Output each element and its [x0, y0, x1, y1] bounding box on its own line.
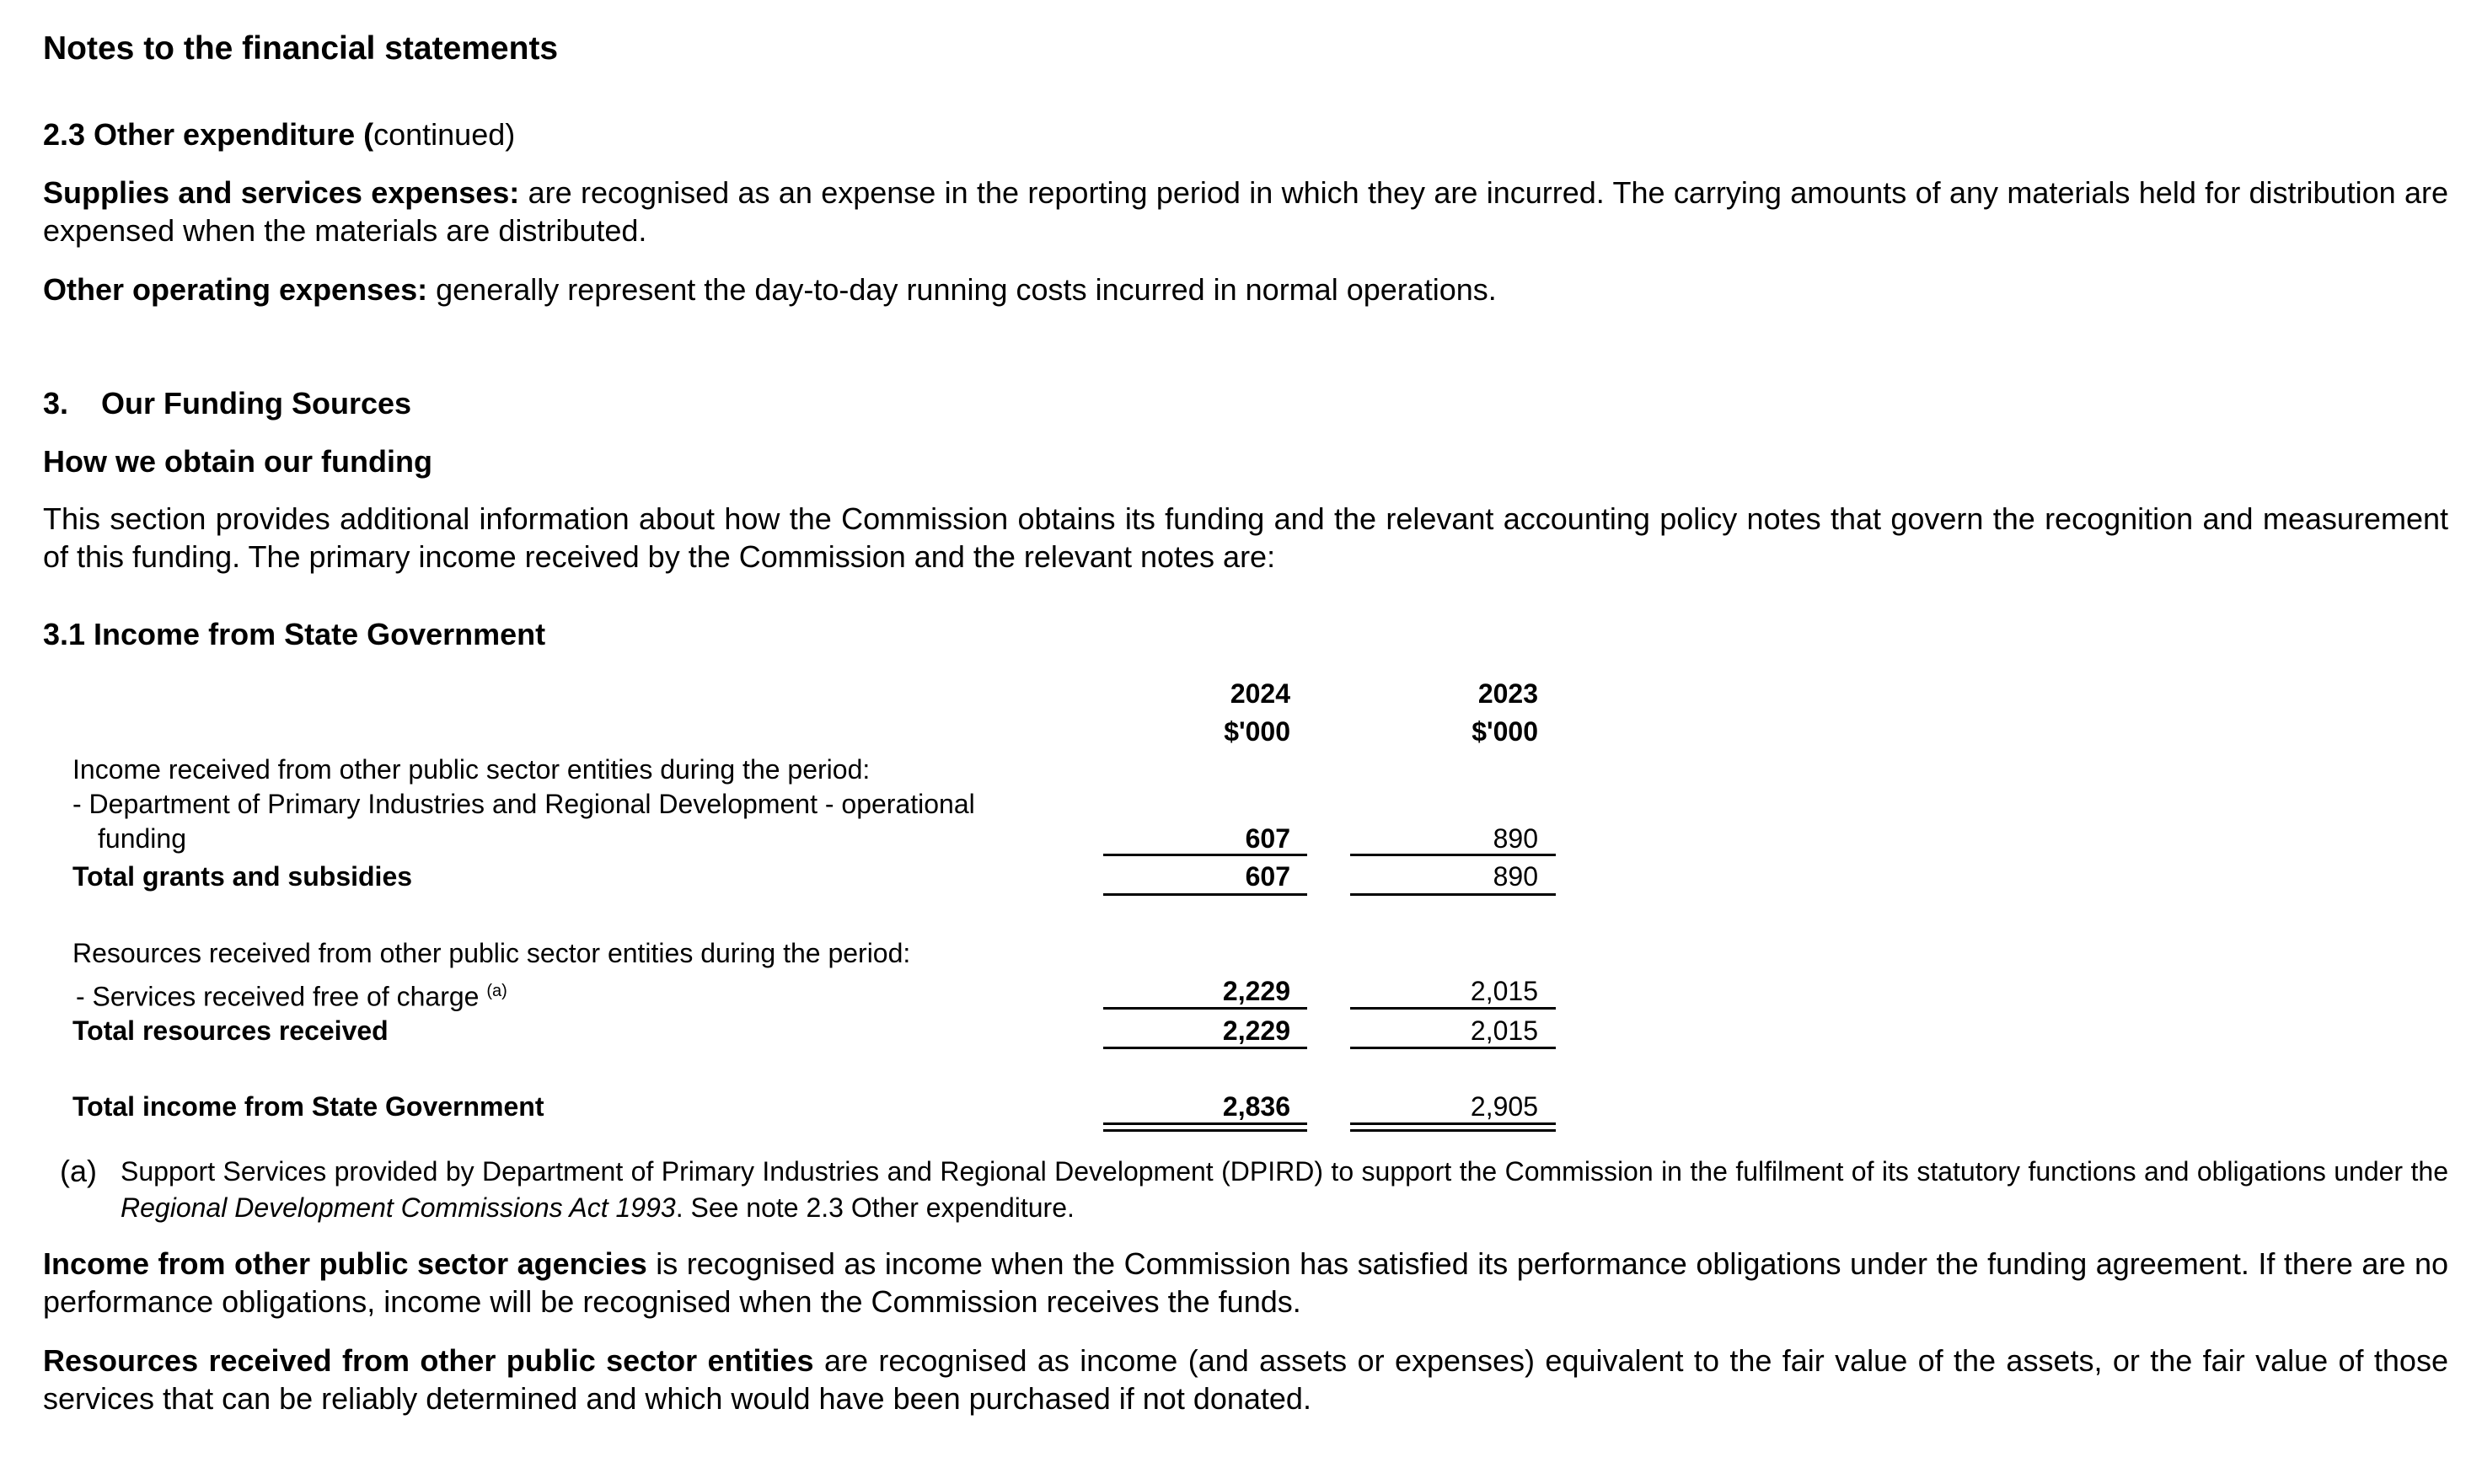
total-grants-label: Total grants and subsidies [72, 861, 413, 892]
footnote-text-part1: Support Services provided by Department of Primary Industries and Regional Development (DPIRD) to support the Commission in the fulfilment of its statutory functions and obligations under the [121, 1156, 2448, 1187]
dpird-2024-value: 607 [1245, 823, 1290, 854]
supplies-text: are recognised as an expense in the reporting period in which they are incurred. The carrying amounts of any materials held for distribution are expensed when the materials are distributed. [43, 175, 2448, 248]
total-grants-2023: 890 [1493, 861, 1538, 892]
rule [1350, 1007, 1556, 1010]
section-3-1-heading: 3.1 Income from State Government [43, 617, 546, 651]
income-intro-label: Income received from other public sector entities during the period: [72, 754, 871, 785]
double-rule-bottom [1103, 1129, 1307, 1132]
other-text: generally represent the day-to-day running costs incurred in normal operations. [427, 272, 1497, 307]
other-operating-paragraph [43, 271, 2448, 308]
total-grants-2024: 607 [1245, 861, 1290, 892]
services-2024: 2,229 [1222, 976, 1290, 1006]
double-rule-top [1103, 1122, 1307, 1125]
page-title: Notes to the financial statements [43, 30, 559, 67]
rule [1103, 1047, 1307, 1049]
resources-intro-label: Resources received from other public sector entities during the period: [72, 938, 911, 968]
col-2024-year: 2024 [1230, 678, 1290, 709]
resources-policy-paragraph [43, 1342, 2448, 1417]
services-label [76, 974, 507, 1014]
services-2023: 2,015 [1470, 976, 1538, 1006]
supplies-paragraph [43, 174, 2448, 249]
total-resources-label: Total resources received [72, 1015, 389, 1046]
services-text: - Services received free of charge [76, 981, 480, 1012]
dpird-label-line2: funding [98, 823, 186, 854]
footnote-ref: (a) [486, 982, 507, 1000]
rule [1350, 893, 1556, 896]
rule [1103, 854, 1307, 856]
total-income-2024: 2,836 [1222, 1091, 1290, 1122]
double-rule-bottom [1350, 1129, 1556, 1132]
total-income-label: Total income from State Government [72, 1091, 544, 1122]
policy-text: is recognised as income when the Commission has satisfied its performance obligations under the funding agreement. If there are no performance obligations, income will be recognised when the Commission receives the funds. [43, 1246, 2448, 1319]
footnote-marker: (a) [60, 1154, 97, 1188]
col-2023-unit: $'000 [1472, 716, 1538, 747]
col-2023-year: 2023 [1477, 678, 1538, 709]
rule [1350, 1047, 1556, 1049]
section-3-heading: Our Funding Sources [101, 386, 412, 421]
dpird-2023-value: 890 [1493, 823, 1538, 854]
income-policy-paragraph [43, 1245, 2448, 1321]
policy-label: Resources received from other public sector entities [43, 1343, 814, 1378]
heading-continued: continued) [373, 117, 516, 152]
policy-text: are recognised as income (and assets or expenses) equivalent to the fair value of the assets, or the fair value of those services that can be reliably determined and which would have been purchased if not donated. [43, 1343, 2448, 1416]
total-resources-2023: 2,015 [1470, 1015, 1538, 1046]
supplies-label: Supplies and services expenses: [43, 175, 520, 210]
heading-bold: 2.3 Other expenditure ( [43, 117, 374, 152]
section-2-3-heading [43, 116, 515, 153]
double-rule-top [1350, 1122, 1556, 1125]
dpird-label-line1: - Department of Primary Industries and Regional Development - operational [72, 789, 975, 819]
section-3-number: 3. [43, 386, 69, 421]
total-income-2023: 2,905 [1470, 1091, 1538, 1122]
footnote-text-part2: . See note 2.3 Other expenditure. [675, 1192, 1075, 1223]
rule [1103, 893, 1307, 896]
section-3-intro: This section provides additional information about how the Commission obtains its funding and the relevant accounting policy notes that govern the recognition and measurement of this funding. The primary income received by the Commission and the relevant notes are: [43, 501, 2448, 574]
rule [1103, 1007, 1307, 1010]
policy-label: Income from other public sector agencies [43, 1246, 647, 1281]
total-resources-2024: 2,229 [1222, 1015, 1290, 1046]
other-label: Other operating expenses: [43, 272, 428, 307]
footnote-text [121, 1154, 2448, 1226]
rule [1350, 854, 1556, 856]
section-3-subheading: How we obtain our funding [43, 444, 432, 479]
act-title: Regional Development Commissions Act 1993 [121, 1192, 676, 1223]
col-2024-unit: $'000 [1224, 716, 1290, 747]
